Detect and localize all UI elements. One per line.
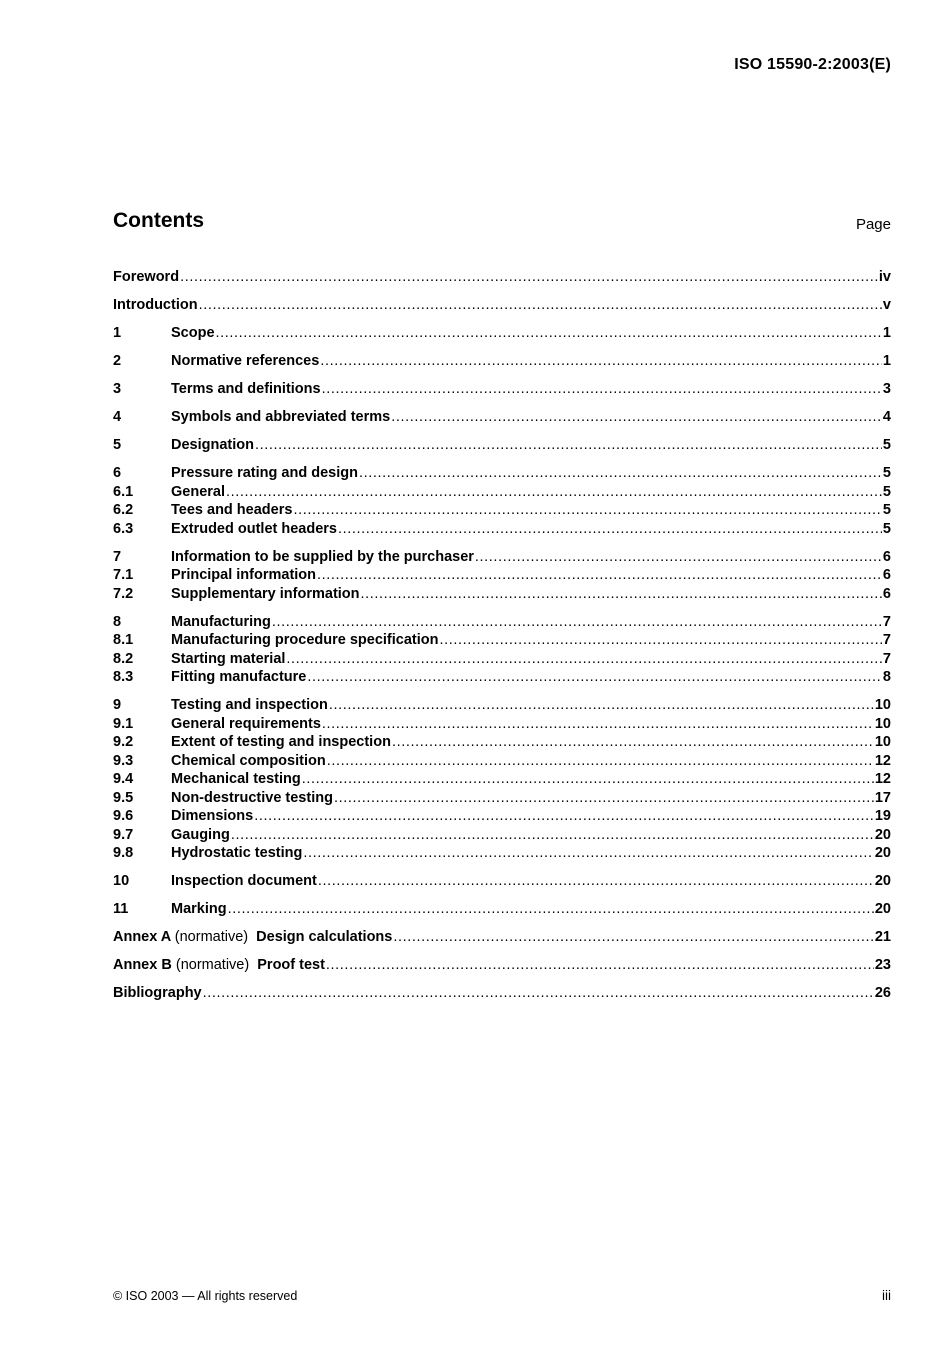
toc-entry-title: Non-destructive testing <box>171 789 333 806</box>
toc-dot-leader <box>272 613 882 632</box>
toc-dot-leader <box>255 436 882 455</box>
toc-entry-page: 21 <box>874 929 891 945</box>
footer-copyright: © ISO 2003 — All rights reserved <box>113 1289 298 1303</box>
toc-entry-title: Testing and inspection <box>171 697 328 713</box>
toc-entry-number: 7.2 <box>113 585 134 602</box>
toc-dot-leader <box>318 872 874 891</box>
toc-annex-label: Annex B <box>113 957 172 973</box>
toc-dot-leader <box>180 268 878 287</box>
toc-entry[interactable] <box>113 520 891 539</box>
toc-entry-title: Dimensions <box>171 808 254 824</box>
toc-entry[interactable] <box>113 548 891 567</box>
toc-entry-number: 1 <box>113 325 122 341</box>
toc-entry-title: Gauging <box>171 826 230 843</box>
toc-entry-title: Foreword <box>113 269 180 285</box>
table-of-contents <box>113 268 891 1003</box>
toc-entry-title: Information to be supplied by the purchaser <box>171 548 474 565</box>
toc-entry[interactable] <box>113 928 891 947</box>
toc-entry-number: 11 <box>113 901 129 917</box>
toc-entry[interactable] <box>113 408 891 427</box>
toc-entry[interactable] <box>113 826 891 845</box>
toc-entry-number: 6.1 <box>113 483 134 500</box>
toc-entry-page: 3 <box>882 381 891 397</box>
toc-annex-type: (normative) <box>175 957 250 973</box>
toc-dot-leader <box>286 650 882 669</box>
toc-entry[interactable] <box>113 631 891 650</box>
toc-entry-page: 1 <box>882 325 891 341</box>
toc-entry-number: 6 <box>113 465 122 481</box>
toc-entry[interactable] <box>113 483 891 502</box>
toc-entry-title: Marking <box>171 901 227 917</box>
toc-entry[interactable] <box>113 984 891 1003</box>
toc-entry[interactable] <box>113 585 891 604</box>
toc-entry[interactable] <box>113 900 891 919</box>
toc-entry-title: Principal information <box>171 567 317 583</box>
toc-entry-title: Terms and definitions <box>171 381 321 397</box>
toc-dot-leader <box>392 733 874 752</box>
toc-entry-number: 2 <box>113 353 122 369</box>
toc-entry-number: 7.1 <box>113 567 134 583</box>
toc-entry-title: Manufacturing procedure specification <box>171 632 439 648</box>
toc-entry-number: 9.8 <box>113 845 134 861</box>
toc-entry-page: 17 <box>874 789 891 806</box>
toc-entry-number: 3 <box>113 381 122 397</box>
toc-entry-title: General requirements <box>171 715 321 732</box>
toc-entry-number: 8.1 <box>113 632 134 648</box>
toc-entry-number: 9 <box>113 697 122 713</box>
toc-entry-page: iv <box>878 269 891 285</box>
toc-entry-page: 4 <box>882 409 891 425</box>
toc-entry[interactable] <box>113 844 891 863</box>
toc-entry-page: 20 <box>874 845 891 861</box>
toc-entry-page: 6 <box>882 585 891 602</box>
toc-dot-leader <box>326 956 874 975</box>
toc-entry-page: 20 <box>874 873 891 889</box>
toc-dot-leader <box>329 696 874 715</box>
toc-entry-number: 7 <box>113 548 122 565</box>
toc-dot-leader <box>216 324 882 343</box>
toc-dot-leader <box>307 668 882 687</box>
toc-entry-number: 9.4 <box>113 771 134 787</box>
toc-entry-title: Supplementary information <box>171 585 360 602</box>
toc-dot-leader <box>231 826 874 845</box>
toc-entry-number: 6.3 <box>113 520 134 537</box>
toc-dot-leader <box>393 928 874 947</box>
toc-annex-type: (normative) <box>174 929 249 945</box>
toc-entry[interactable] <box>113 296 891 315</box>
toc-entry-number: 5 <box>113 437 122 453</box>
toc-entry-title <box>113 928 392 947</box>
toc-entry-title <box>113 956 325 975</box>
toc-entry-page: 10 <box>874 697 891 713</box>
toc-entry-title: General <box>171 483 225 500</box>
toc-entry-number: 9.1 <box>113 715 134 732</box>
toc-entry-title: Designation <box>171 437 254 453</box>
toc-entry-title: Bibliography <box>113 985 202 1001</box>
toc-entry-title: Extent of testing and inspection <box>171 734 391 750</box>
toc-entry-title: Manufacturing <box>171 613 271 630</box>
toc-entry-number: 9.3 <box>113 752 134 769</box>
toc-entry[interactable] <box>113 650 891 669</box>
toc-entry[interactable] <box>113 501 891 520</box>
toc-entry-page: 20 <box>874 826 891 843</box>
toc-dot-leader <box>293 501 881 520</box>
toc-entry-page: 23 <box>874 957 891 973</box>
toc-entry-title: Inspection document <box>171 873 317 889</box>
toc-entry-page: v <box>882 297 891 313</box>
toc-entry-title: Chemical composition <box>171 752 326 769</box>
toc-entry-page: 6 <box>882 567 891 583</box>
toc-entry-title: Starting material <box>171 650 286 667</box>
toc-entry[interactable] <box>113 752 891 771</box>
toc-entry[interactable] <box>113 324 891 343</box>
toc-dot-leader <box>475 548 882 567</box>
toc-entry-title: Symbols and abbreviated terms <box>171 409 391 425</box>
footer-page-number: iii <box>882 1288 891 1303</box>
toc-entry-number: 6.2 <box>113 502 134 518</box>
toc-dot-leader <box>322 380 882 399</box>
toc-entry[interactable] <box>113 464 891 483</box>
toc-dot-leader <box>303 844 874 863</box>
toc-entry-title: Normative references <box>171 353 320 369</box>
toc-entry[interactable] <box>113 436 891 455</box>
page-column-label: Page <box>855 216 891 233</box>
toc-entry-title: Scope <box>171 325 215 341</box>
toc-entry-page: 19 <box>874 808 891 824</box>
toc-entry[interactable] <box>113 807 891 826</box>
toc-entry-page: 12 <box>874 771 891 787</box>
toc-entry-number: 9.6 <box>113 808 134 824</box>
toc-entry[interactable] <box>113 613 891 632</box>
toc-annex-label: Annex A <box>113 929 171 945</box>
toc-entry-page: 5 <box>882 437 891 453</box>
toc-entry-page: 26 <box>874 985 891 1001</box>
toc-entry[interactable] <box>113 872 891 891</box>
toc-dot-leader <box>391 408 882 427</box>
toc-entry-title: Fitting manufacture <box>171 669 307 685</box>
toc-entry[interactable] <box>113 380 891 399</box>
toc-entry-page: 7 <box>882 632 891 648</box>
toc-entry-number: 9.7 <box>113 826 134 843</box>
toc-dot-leader <box>199 296 882 315</box>
toc-dot-leader <box>359 464 882 483</box>
toc-entry-number: 8.2 <box>113 650 134 667</box>
toc-entry-page: 5 <box>882 502 891 518</box>
toc-entry-number: 10 <box>113 873 130 889</box>
toc-dot-leader <box>228 900 874 919</box>
toc-dot-leader <box>338 520 882 539</box>
toc-dot-leader <box>254 807 874 826</box>
toc-entry-page: 8 <box>882 669 891 685</box>
toc-entry-page: 5 <box>882 483 891 500</box>
toc-entry[interactable] <box>113 956 891 975</box>
toc-entry-number: 9.2 <box>113 734 134 750</box>
toc-dot-leader <box>302 770 874 789</box>
toc-entry-title: Introduction <box>113 297 198 313</box>
toc-entry-page: 12 <box>874 752 891 769</box>
toc-entry[interactable] <box>113 668 891 687</box>
toc-entry[interactable] <box>113 566 891 585</box>
toc-entry-page: 5 <box>882 465 891 481</box>
toc-dot-leader <box>226 483 882 502</box>
toc-entry-title: Pressure rating and design <box>171 465 358 481</box>
toc-entry[interactable] <box>113 733 891 752</box>
toc-entry-title: Tees and headers <box>171 502 293 518</box>
toc-entry-page: 5 <box>882 520 891 537</box>
toc-entry-page: 1 <box>882 353 891 369</box>
toc-entry-page: 6 <box>882 548 891 565</box>
toc-entry[interactable] <box>113 268 891 287</box>
toc-entry[interactable] <box>113 789 891 808</box>
toc-entry[interactable] <box>113 352 891 371</box>
toc-entry-number: 8 <box>113 613 122 630</box>
toc-entry-page: 10 <box>874 715 891 732</box>
toc-dot-leader <box>320 352 882 371</box>
toc-dot-leader <box>361 585 882 604</box>
toc-annex-title: Proof test <box>257 957 325 973</box>
toc-dot-leader <box>322 715 874 734</box>
toc-entry-title: Hydrostatic testing <box>171 845 303 861</box>
toc-annex-title: Design calculations <box>256 929 393 945</box>
toc-dot-leader <box>440 631 882 650</box>
toc-dot-leader <box>334 789 874 808</box>
toc-entry-number: 4 <box>113 409 122 425</box>
document-identifier: ISO 15590-2:2003(E) <box>734 56 891 73</box>
contents-heading: Contents <box>113 209 204 232</box>
toc-dot-leader <box>327 752 874 771</box>
toc-entry[interactable] <box>113 715 891 734</box>
toc-entry-title: Mechanical testing <box>171 771 301 787</box>
toc-entry-page: 20 <box>874 901 891 917</box>
toc-entry-page: 10 <box>874 734 891 750</box>
toc-entry-title: Extruded outlet headers <box>171 520 337 537</box>
toc-dot-leader <box>203 984 874 1003</box>
toc-entry-number: 9.5 <box>113 789 134 806</box>
toc-entry[interactable] <box>113 696 891 715</box>
toc-entry[interactable] <box>113 770 891 789</box>
toc-dot-leader <box>317 566 882 585</box>
toc-entry-page: 7 <box>882 650 891 667</box>
toc-entry-number: 8.3 <box>113 669 134 685</box>
toc-entry-page: 7 <box>882 613 891 630</box>
